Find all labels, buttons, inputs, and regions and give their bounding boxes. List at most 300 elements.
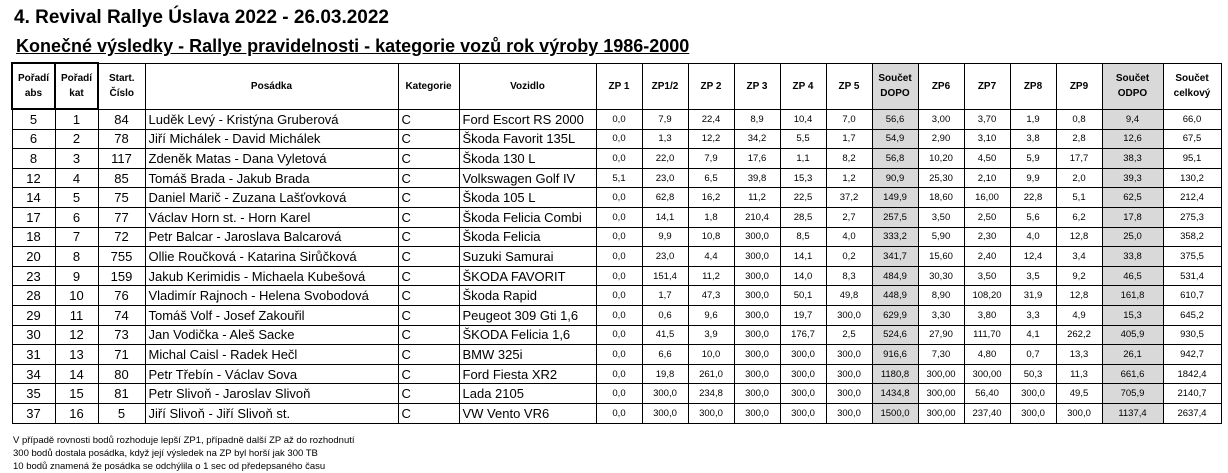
cell-zp2: 10,0 xyxy=(688,345,734,365)
cell-zp2: 1,8 xyxy=(688,207,734,227)
cell-vozidlo: Škoda Favorit 135L xyxy=(459,129,596,149)
cell-zp9: 262,2 xyxy=(1056,325,1102,345)
cell-zp6: 30,30 xyxy=(918,266,964,286)
header-row xyxy=(12,63,1221,109)
cell-soucet-dopo: 56,8 xyxy=(872,149,918,169)
cell-soucet-odpo: 62,5 xyxy=(1102,188,1163,208)
cell-zp1: 0,0 xyxy=(596,109,642,129)
cell-zp5: 300,0 xyxy=(826,403,872,423)
cell-zp5: 300,0 xyxy=(826,384,872,404)
cell-zp1: 0,0 xyxy=(596,384,642,404)
table-row xyxy=(12,345,1221,365)
cell-zp3: 300,0 xyxy=(734,403,780,423)
cell-soucet-odpo: 661,6 xyxy=(1102,364,1163,384)
cell-zp7: 111,70 xyxy=(964,325,1010,345)
cell-zp5: 2,7 xyxy=(826,207,872,227)
cell-zp8: 3,5 xyxy=(1010,266,1056,286)
header-posadka: Posádka xyxy=(145,63,398,109)
header-zp1-2: ZP1/2 xyxy=(642,63,688,109)
cell-zp5: 7,0 xyxy=(826,109,872,129)
cell-zp4: 28,5 xyxy=(780,207,826,227)
cell-soucet-celkovy: 130,2 xyxy=(1163,168,1221,188)
cell-zp7: 2,10 xyxy=(964,168,1010,188)
cell-zp5: 1,7 xyxy=(826,129,872,149)
cell-zp7: 56,40 xyxy=(964,384,1010,404)
cell-soucet-odpo: 1137,4 xyxy=(1102,403,1163,423)
cell-poradi-kat: 14 xyxy=(55,364,98,384)
cell-zp9: 12,8 xyxy=(1056,286,1102,306)
cell-zp4: 5,5 xyxy=(780,129,826,149)
cell-zp7: 237,40 xyxy=(964,403,1010,423)
cell-soucet-odpo: 33,8 xyxy=(1102,247,1163,267)
cell-poradi-abs: 18 xyxy=(12,227,55,247)
cell-zp4: 300,0 xyxy=(780,403,826,423)
table-row xyxy=(12,227,1221,247)
cell-start-cislo: 72 xyxy=(98,227,145,247)
cell-soucet-odpo: 161,8 xyxy=(1102,286,1163,306)
cell-zp2: 47,3 xyxy=(688,286,734,306)
cell-zp4: 300,0 xyxy=(780,384,826,404)
cell-soucet-odpo: 46,5 xyxy=(1102,266,1163,286)
cell-zp1-2: 19,8 xyxy=(642,364,688,384)
cell-zp8: 5,6 xyxy=(1010,207,1056,227)
cell-posadka: Daniel Marič - Zuzana Lašťovková xyxy=(145,188,398,208)
header-zp8: ZP8 xyxy=(1010,63,1056,109)
header-zp6: ZP6 xyxy=(918,63,964,109)
cell-zp3: 300,0 xyxy=(734,384,780,404)
cell-vozidlo: Volkswagen Golf IV xyxy=(459,168,596,188)
cell-kategorie: C xyxy=(398,305,459,325)
cell-poradi-kat: 5 xyxy=(55,188,98,208)
cell-zp7: 2,50 xyxy=(964,207,1010,227)
header-zp2: ZP 2 xyxy=(688,63,734,109)
header-zp1: ZP 1 xyxy=(596,63,642,109)
page-title: 4. Revival Rallye Úslava 2022 - 26.03.2022 xyxy=(14,7,389,28)
table-row xyxy=(12,168,1221,188)
cell-start-cislo: 84 xyxy=(98,109,145,129)
cell-zp6: 3,00 xyxy=(918,109,964,129)
cell-soucet-odpo: 705,9 xyxy=(1102,384,1163,404)
header-poradi-kat: Pořadí kat xyxy=(55,63,98,109)
cell-soucet-dopo: 1500,0 xyxy=(872,403,918,423)
cell-vozidlo: VW Vento VR6 xyxy=(459,403,596,423)
cell-zp9: 9,2 xyxy=(1056,266,1102,286)
cell-zp2: 234,8 xyxy=(688,384,734,404)
cell-zp3: 300,0 xyxy=(734,364,780,384)
cell-zp9: 2,0 xyxy=(1056,168,1102,188)
cell-vozidlo: ŠKODA Felicia 1,6 xyxy=(459,325,596,345)
cell-poradi-kat: 15 xyxy=(55,384,98,404)
cell-zp9: 49,5 xyxy=(1056,384,1102,404)
cell-zp1: 0,0 xyxy=(596,345,642,365)
cell-zp5: 4,0 xyxy=(826,227,872,247)
cell-soucet-odpo: 25,0 xyxy=(1102,227,1163,247)
cell-kategorie: C xyxy=(398,364,459,384)
cell-zp2: 261,0 xyxy=(688,364,734,384)
cell-zp8: 22,8 xyxy=(1010,188,1056,208)
cell-zp9: 3,4 xyxy=(1056,247,1102,267)
cell-zp4: 14,1 xyxy=(780,247,826,267)
cell-zp8: 3,3 xyxy=(1010,305,1056,325)
cell-posadka: Ollie Roučková - Katarina Sirůčková xyxy=(145,247,398,267)
cell-poradi-abs: 31 xyxy=(12,345,55,365)
cell-start-cislo: 71 xyxy=(98,345,145,365)
cell-vozidlo: Ford Fiesta XR2 xyxy=(459,364,596,384)
cell-soucet-celkovy: 67,5 xyxy=(1163,129,1221,149)
cell-zp2: 3,9 xyxy=(688,325,734,345)
cell-zp7: 16,00 xyxy=(964,188,1010,208)
cell-kategorie: C xyxy=(398,403,459,423)
cell-zp9: 0,8 xyxy=(1056,109,1102,129)
cell-soucet-dopo: 56,6 xyxy=(872,109,918,129)
header-zp3: ZP 3 xyxy=(734,63,780,109)
cell-poradi-kat: 6 xyxy=(55,207,98,227)
cell-kategorie: C xyxy=(398,188,459,208)
cell-soucet-celkovy: 375,5 xyxy=(1163,247,1221,267)
cell-poradi-kat: 10 xyxy=(55,286,98,306)
cell-zp6: 5,90 xyxy=(918,227,964,247)
cell-zp7: 4,80 xyxy=(964,345,1010,365)
cell-vozidlo: Škoda Felicia Combi xyxy=(459,207,596,227)
cell-zp1: 0,0 xyxy=(596,227,642,247)
cell-soucet-odpo: 405,9 xyxy=(1102,325,1163,345)
results-body xyxy=(12,109,1221,423)
table-row xyxy=(12,286,1221,306)
cell-zp6: 25,30 xyxy=(918,168,964,188)
cell-zp4: 1,1 xyxy=(780,149,826,169)
cell-zp3: 210,4 xyxy=(734,207,780,227)
cell-start-cislo: 77 xyxy=(98,207,145,227)
cell-zp3: 17,6 xyxy=(734,149,780,169)
table-row xyxy=(12,207,1221,227)
cell-poradi-kat: 12 xyxy=(55,325,98,345)
cell-zp5: 300,0 xyxy=(826,345,872,365)
cell-zp6: 2,90 xyxy=(918,129,964,149)
cell-posadka: Luděk Levý - Kristýna Gruberová xyxy=(145,109,398,129)
cell-zp1: 0,0 xyxy=(596,129,642,149)
cell-start-cislo: 80 xyxy=(98,364,145,384)
cell-zp3: 300,0 xyxy=(734,227,780,247)
cell-zp2: 7,9 xyxy=(688,149,734,169)
cell-zp1: 0,0 xyxy=(596,188,642,208)
cell-zp5: 300,0 xyxy=(826,364,872,384)
cell-zp8: 300,0 xyxy=(1010,384,1056,404)
header-zp9: ZP9 xyxy=(1056,63,1102,109)
cell-kategorie: C xyxy=(398,247,459,267)
cell-zp1-2: 9,9 xyxy=(642,227,688,247)
cell-zp2: 4,4 xyxy=(688,247,734,267)
cell-soucet-odpo: 39,3 xyxy=(1102,168,1163,188)
cell-posadka: Tomáš Brada - Jakub Brada xyxy=(145,168,398,188)
cell-zp8: 9,9 xyxy=(1010,168,1056,188)
cell-zp5: 8,3 xyxy=(826,266,872,286)
cell-zp5: 2,5 xyxy=(826,325,872,345)
cell-zp7: 300,00 xyxy=(964,364,1010,384)
cell-zp8: 300,0 xyxy=(1010,403,1056,423)
cell-soucet-odpo: 26,1 xyxy=(1102,345,1163,365)
cell-zp2: 16,2 xyxy=(688,188,734,208)
cell-poradi-kat: 8 xyxy=(55,247,98,267)
cell-zp1: 0,0 xyxy=(596,403,642,423)
cell-posadka: Jakub Kerimidis - Michaela Kubešová xyxy=(145,266,398,286)
footnote: 300 bodů dostala posádka, když její výsledek na ZP byl horší jak 300 TB xyxy=(13,448,318,459)
table-row xyxy=(12,325,1221,345)
cell-poradi-abs: 5 xyxy=(12,109,55,129)
cell-zp9: 4,9 xyxy=(1056,305,1102,325)
cell-soucet-celkovy: 66,0 xyxy=(1163,109,1221,129)
cell-kategorie: C xyxy=(398,149,459,169)
cell-vozidlo: Škoda Rapid xyxy=(459,286,596,306)
cell-kategorie: C xyxy=(398,266,459,286)
cell-zp5: 0,2 xyxy=(826,247,872,267)
cell-zp6: 300,00 xyxy=(918,364,964,384)
cell-zp7: 3,70 xyxy=(964,109,1010,129)
cell-kategorie: C xyxy=(398,325,459,345)
cell-soucet-dopo: 1180,8 xyxy=(872,364,918,384)
cell-zp2: 300,0 xyxy=(688,403,734,423)
cell-zp1-2: 300,0 xyxy=(642,384,688,404)
cell-start-cislo: 73 xyxy=(98,325,145,345)
cell-start-cislo: 5 xyxy=(98,403,145,423)
cell-kategorie: C xyxy=(398,286,459,306)
footnote: 10 bodů znamená že posádka se odchýlila o 1 sec od předepsaného času xyxy=(13,461,326,472)
cell-vozidlo: Ford Escort RS 2000 xyxy=(459,109,596,129)
header-poradi-abs: Pořadí abs xyxy=(12,63,55,109)
table-row xyxy=(12,247,1221,267)
cell-soucet-dopo: 1434,8 xyxy=(872,384,918,404)
cell-soucet-celkovy: 1842,4 xyxy=(1163,364,1221,384)
cell-zp8: 4,1 xyxy=(1010,325,1056,345)
cell-poradi-kat: 2 xyxy=(55,129,98,149)
table-row xyxy=(12,305,1221,325)
cell-start-cislo: 755 xyxy=(98,247,145,267)
cell-zp6: 3,30 xyxy=(918,305,964,325)
cell-zp9: 2,8 xyxy=(1056,129,1102,149)
cell-kategorie: C xyxy=(398,227,459,247)
cell-soucet-dopo: 149,9 xyxy=(872,188,918,208)
cell-posadka: Jan Vodička - Aleš Sacke xyxy=(145,325,398,345)
cell-zp1: 5,1 xyxy=(596,168,642,188)
cell-zp1-2: 23,0 xyxy=(642,247,688,267)
cell-zp3: 300,0 xyxy=(734,266,780,286)
cell-poradi-kat: 4 xyxy=(55,168,98,188)
cell-zp1: 0,0 xyxy=(596,305,642,325)
cell-zp5: 1,2 xyxy=(826,168,872,188)
cell-zp1-2: 7,9 xyxy=(642,109,688,129)
cell-zp2: 11,2 xyxy=(688,266,734,286)
cell-zp6: 10,20 xyxy=(918,149,964,169)
table-row xyxy=(12,403,1221,423)
cell-zp3: 300,0 xyxy=(734,247,780,267)
cell-zp2: 6,5 xyxy=(688,168,734,188)
cell-zp2: 22,4 xyxy=(688,109,734,129)
cell-poradi-abs: 34 xyxy=(12,364,55,384)
cell-kategorie: C xyxy=(398,345,459,365)
cell-zp4: 50,1 xyxy=(780,286,826,306)
cell-soucet-celkovy: 942,7 xyxy=(1163,345,1221,365)
cell-zp1: 0,0 xyxy=(596,266,642,286)
results-table xyxy=(11,62,1222,424)
table-row xyxy=(12,149,1221,169)
cell-zp1: 0,0 xyxy=(596,325,642,345)
cell-soucet-celkovy: 610,7 xyxy=(1163,286,1221,306)
cell-poradi-kat: 9 xyxy=(55,266,98,286)
cell-soucet-dopo: 484,9 xyxy=(872,266,918,286)
cell-soucet-odpo: 17,8 xyxy=(1102,207,1163,227)
cell-soucet-dopo: 629,9 xyxy=(872,305,918,325)
cell-zp4: 14,0 xyxy=(780,266,826,286)
cell-soucet-odpo: 38,3 xyxy=(1102,149,1163,169)
cell-start-cislo: 75 xyxy=(98,188,145,208)
cell-zp8: 3,8 xyxy=(1010,129,1056,149)
footnotes xyxy=(13,434,355,473)
cell-poradi-abs: 17 xyxy=(12,207,55,227)
cell-zp4: 15,3 xyxy=(780,168,826,188)
header-zp7: ZP7 xyxy=(964,63,1010,109)
cell-vozidlo: BMW 325i xyxy=(459,345,596,365)
cell-soucet-dopo: 916,6 xyxy=(872,345,918,365)
cell-zp3: 11,2 xyxy=(734,188,780,208)
cell-soucet-odpo: 9,4 xyxy=(1102,109,1163,129)
cell-poradi-abs: 23 xyxy=(12,266,55,286)
footnote: V případě rovnosti bodů rozhoduje lepší ZP1, případně další ZP až do rozhodnutí xyxy=(13,435,355,446)
cell-poradi-abs: 8 xyxy=(12,149,55,169)
cell-soucet-dopo: 54,9 xyxy=(872,129,918,149)
cell-poradi-abs: 20 xyxy=(12,247,55,267)
cell-poradi-abs: 6 xyxy=(12,129,55,149)
cell-soucet-celkovy: 531,4 xyxy=(1163,266,1221,286)
cell-zp1-2: 151,4 xyxy=(642,266,688,286)
cell-zp8: 0,7 xyxy=(1010,345,1056,365)
cell-zp8: 1,9 xyxy=(1010,109,1056,129)
cell-zp5: 8,2 xyxy=(826,149,872,169)
cell-soucet-celkovy: 2140,7 xyxy=(1163,384,1221,404)
cell-poradi-kat: 11 xyxy=(55,305,98,325)
cell-zp6: 27,90 xyxy=(918,325,964,345)
cell-zp1: 0,0 xyxy=(596,286,642,306)
cell-kategorie: C xyxy=(398,109,459,129)
cell-zp3: 300,0 xyxy=(734,325,780,345)
cell-zp6: 300,00 xyxy=(918,384,964,404)
cell-soucet-celkovy: 645,2 xyxy=(1163,305,1221,325)
cell-poradi-abs: 30 xyxy=(12,325,55,345)
cell-zp7: 3,80 xyxy=(964,305,1010,325)
cell-soucet-odpo: 12,6 xyxy=(1102,129,1163,149)
cell-zp1: 0,0 xyxy=(596,247,642,267)
cell-zp3: 300,0 xyxy=(734,305,780,325)
cell-zp1-2: 1,7 xyxy=(642,286,688,306)
cell-zp3: 8,9 xyxy=(734,109,780,129)
cell-vozidlo: Škoda Felicia xyxy=(459,227,596,247)
cell-posadka: Petr Balcar - Jaroslava Balcarová xyxy=(145,227,398,247)
cell-soucet-celkovy: 930,5 xyxy=(1163,325,1221,345)
cell-zp7: 3,10 xyxy=(964,129,1010,149)
cell-soucet-celkovy: 275,3 xyxy=(1163,207,1221,227)
cell-vozidlo: Lada 2105 xyxy=(459,384,596,404)
cell-zp1-2: 22,0 xyxy=(642,149,688,169)
cell-zp9: 12,8 xyxy=(1056,227,1102,247)
cell-poradi-kat: 13 xyxy=(55,345,98,365)
cell-posadka: Tomáš Volf - Josef Zakouřil xyxy=(145,305,398,325)
cell-poradi-abs: 28 xyxy=(12,286,55,306)
table-row xyxy=(12,129,1221,149)
cell-zp9: 13,3 xyxy=(1056,345,1102,365)
cell-zp9: 300,0 xyxy=(1056,403,1102,423)
cell-zp3: 300,0 xyxy=(734,286,780,306)
cell-zp4: 300,0 xyxy=(780,345,826,365)
cell-zp9: 17,7 xyxy=(1056,149,1102,169)
cell-soucet-dopo: 90,9 xyxy=(872,168,918,188)
cell-zp7: 4,50 xyxy=(964,149,1010,169)
cell-zp2: 12,2 xyxy=(688,129,734,149)
cell-zp7: 2,30 xyxy=(964,227,1010,247)
cell-zp8: 4,0 xyxy=(1010,227,1056,247)
cell-soucet-dopo: 333,2 xyxy=(872,227,918,247)
header-zp4: ZP 4 xyxy=(780,63,826,109)
cell-zp1-2: 14,1 xyxy=(642,207,688,227)
header-kategorie: Kategorie xyxy=(398,63,459,109)
cell-kategorie: C xyxy=(398,168,459,188)
header-soucet-dopo: Součet DOPO xyxy=(872,63,918,109)
cell-zp1: 0,0 xyxy=(596,364,642,384)
cell-zp6: 3,50 xyxy=(918,207,964,227)
header-vozidlo: Vozidlo xyxy=(459,63,596,109)
cell-soucet-dopo: 448,9 xyxy=(872,286,918,306)
cell-soucet-celkovy: 95,1 xyxy=(1163,149,1221,169)
table-row xyxy=(12,384,1221,404)
cell-soucet-celkovy: 358,2 xyxy=(1163,227,1221,247)
cell-poradi-abs: 12 xyxy=(12,168,55,188)
cell-zp4: 300,0 xyxy=(780,364,826,384)
cell-poradi-kat: 7 xyxy=(55,227,98,247)
cell-poradi-abs: 14 xyxy=(12,188,55,208)
cell-zp3: 39,8 xyxy=(734,168,780,188)
cell-vozidlo: ŠKODA FAVORIT xyxy=(459,266,596,286)
cell-start-cislo: 74 xyxy=(98,305,145,325)
cell-zp4: 8,5 xyxy=(780,227,826,247)
cell-zp1: 0,0 xyxy=(596,149,642,169)
cell-soucet-odpo: 15,3 xyxy=(1102,305,1163,325)
cell-poradi-kat: 3 xyxy=(55,149,98,169)
cell-start-cislo: 78 xyxy=(98,129,145,149)
cell-start-cislo: 76 xyxy=(98,286,145,306)
cell-zp6: 300,00 xyxy=(918,403,964,423)
cell-posadka: Petr Třebín - Václav Sova xyxy=(145,364,398,384)
table-row xyxy=(12,109,1221,129)
cell-zp9: 5,1 xyxy=(1056,188,1102,208)
cell-soucet-dopo: 524,6 xyxy=(872,325,918,345)
cell-zp5: 49,8 xyxy=(826,286,872,306)
cell-zp1: 0,0 xyxy=(596,207,642,227)
cell-zp1-2: 300,0 xyxy=(642,403,688,423)
cell-zp1-2: 41,5 xyxy=(642,325,688,345)
cell-zp1-2: 0,6 xyxy=(642,305,688,325)
cell-soucet-dopo: 257,5 xyxy=(872,207,918,227)
cell-poradi-abs: 37 xyxy=(12,403,55,423)
cell-zp7: 2,40 xyxy=(964,247,1010,267)
cell-zp8: 5,9 xyxy=(1010,149,1056,169)
cell-posadka: Jiří Slivoň - Jiří Slivoň st. xyxy=(145,403,398,423)
cell-soucet-celkovy: 212,4 xyxy=(1163,188,1221,208)
cell-zp9: 6,2 xyxy=(1056,207,1102,227)
cell-zp7: 108,20 xyxy=(964,286,1010,306)
cell-zp4: 176,7 xyxy=(780,325,826,345)
cell-vozidlo: Peugeot 309 Gti 1,6 xyxy=(459,305,596,325)
cell-zp6: 7,30 xyxy=(918,345,964,365)
cell-start-cislo: 81 xyxy=(98,384,145,404)
table-row xyxy=(12,188,1221,208)
cell-zp8: 50,3 xyxy=(1010,364,1056,384)
